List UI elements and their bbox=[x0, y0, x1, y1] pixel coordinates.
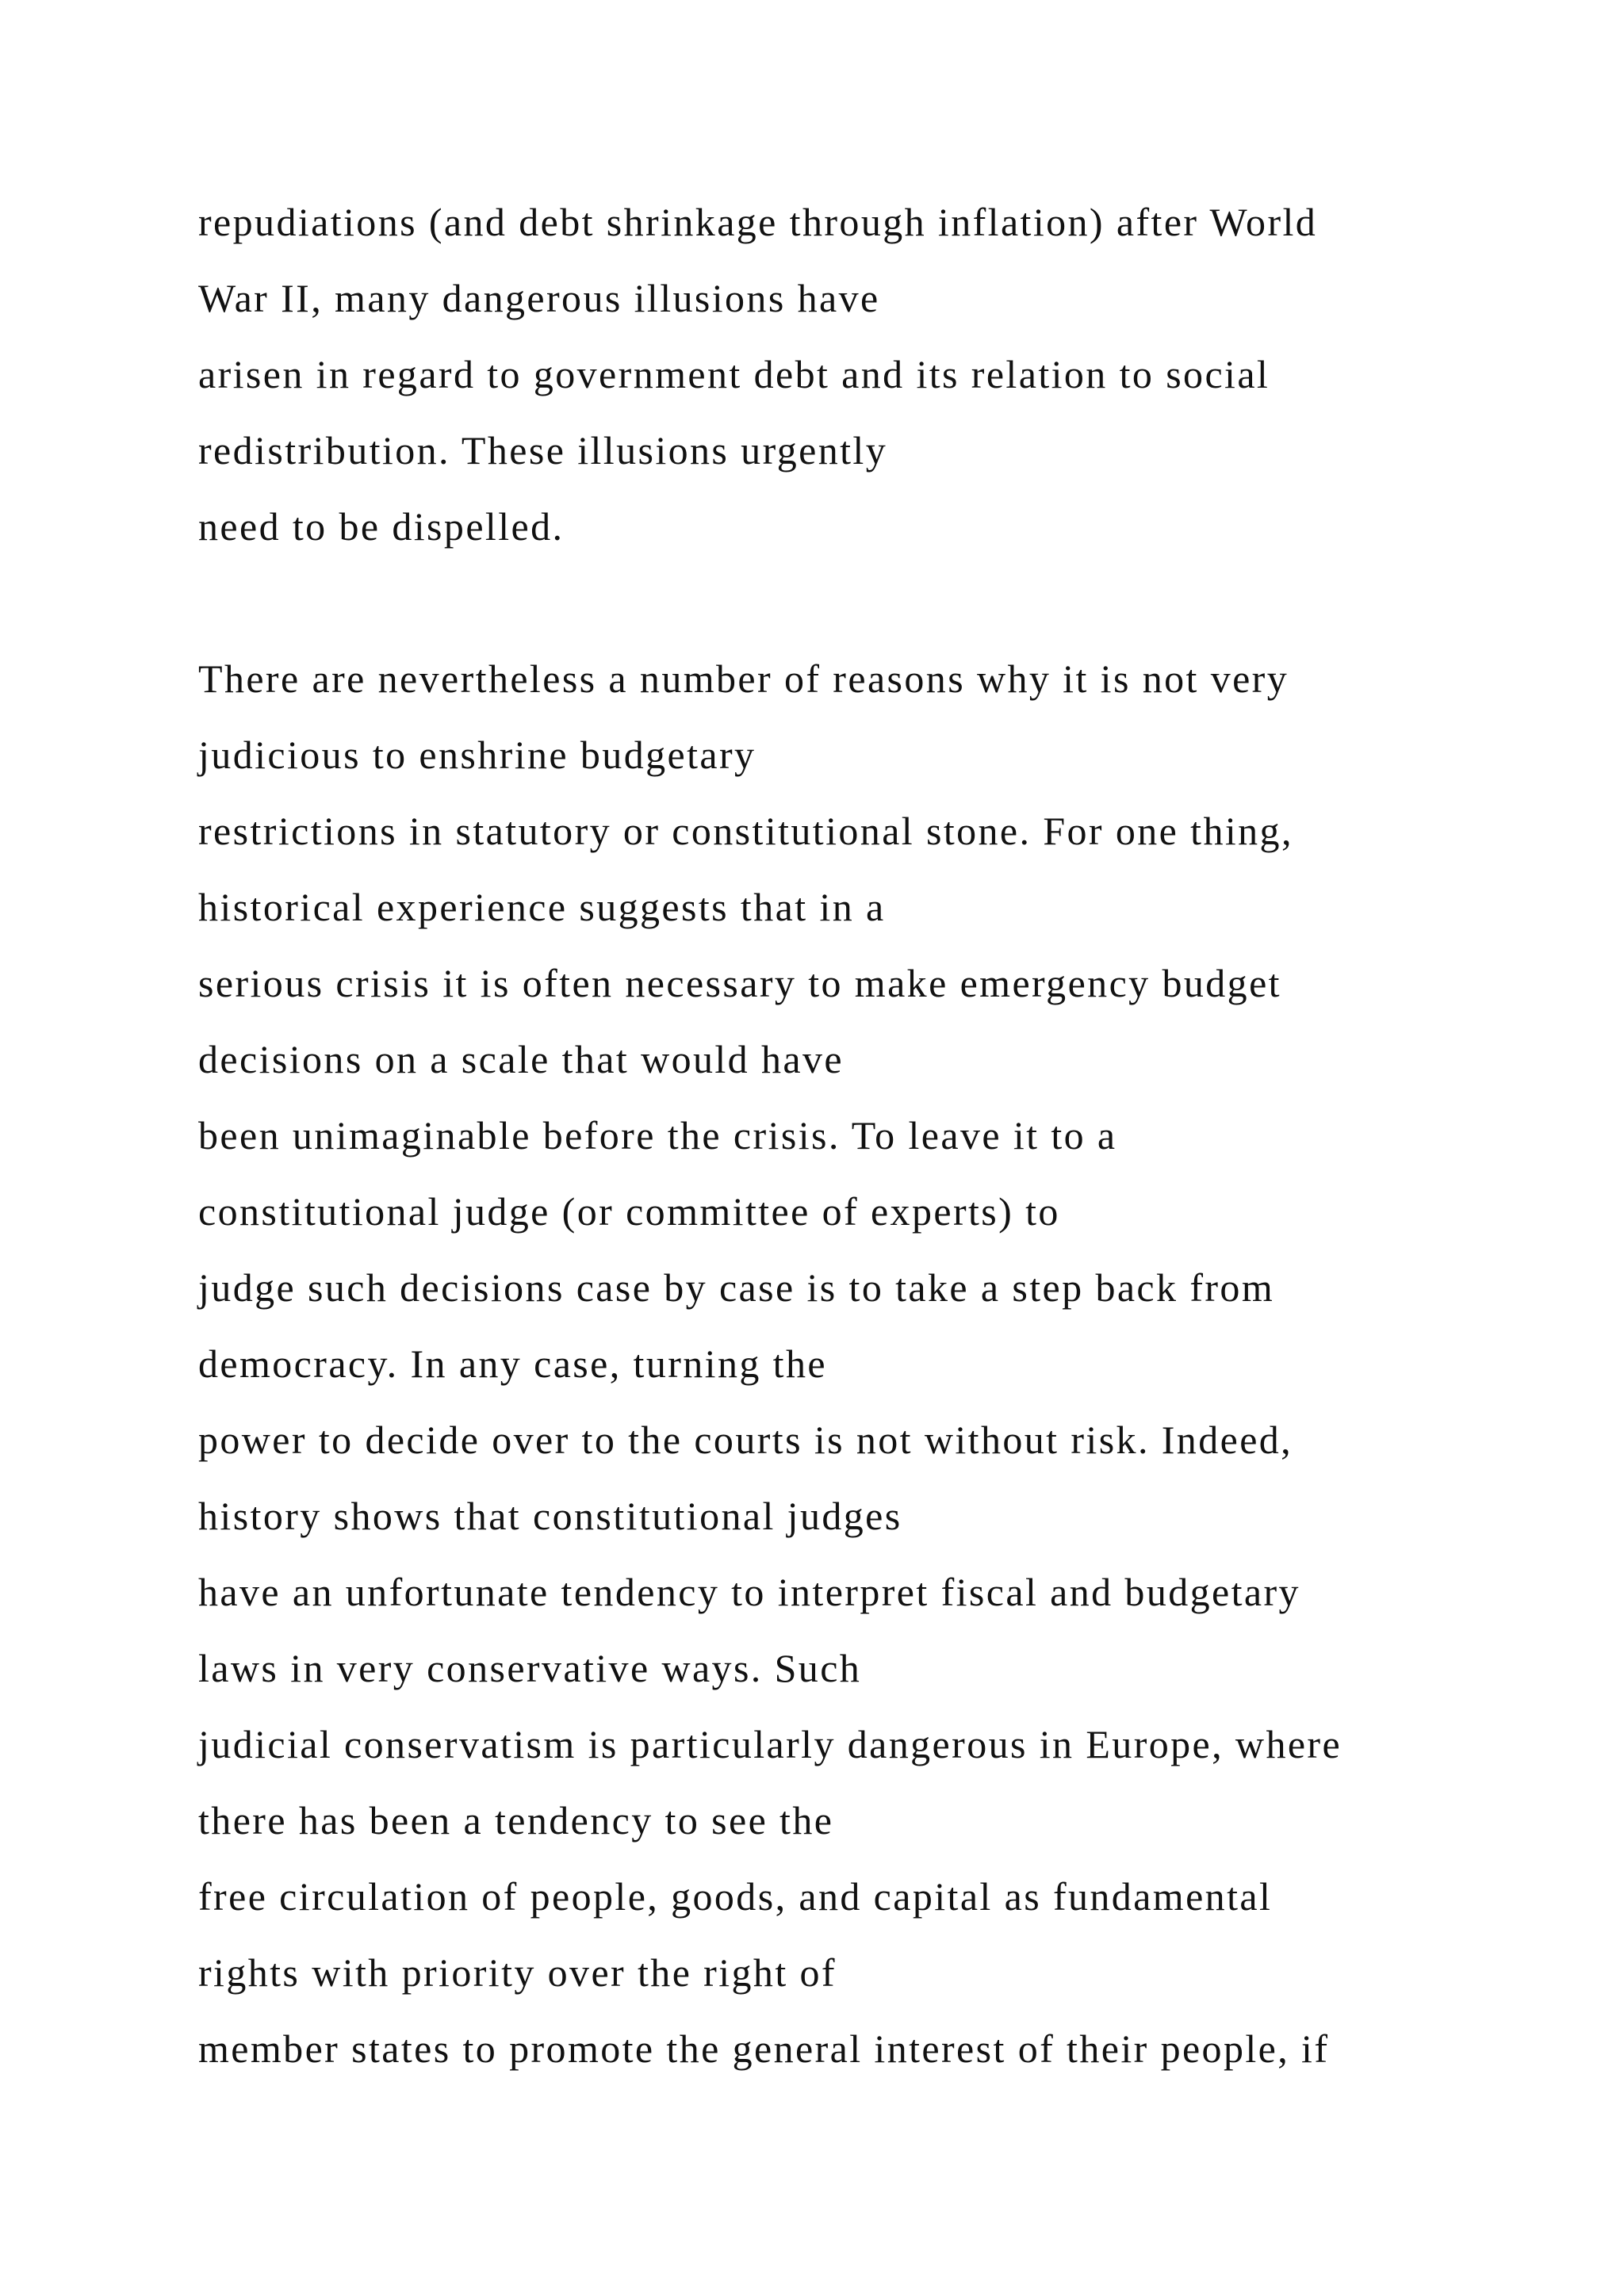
text-line: redistribution. These illusions urgently bbox=[198, 428, 888, 473]
text-line: serious crisis it is often necessary to make emergency budget bbox=[198, 961, 1281, 1005]
text-line: need to be dispelled. bbox=[198, 504, 565, 549]
text-line: free circulation of people, goods, and capital as fundamental bbox=[198, 1874, 1273, 1919]
text-line: constitutional judge (or committee of experts) to bbox=[198, 1189, 1060, 1234]
text-line: laws in very conservative ways. Such bbox=[198, 1646, 862, 1690]
text-line: historical experience suggests that in a bbox=[198, 885, 886, 929]
text-line: democracy. In any case, turning the bbox=[198, 1341, 827, 1386]
text-line: There are nevertheless a number of reasons why it is not very bbox=[198, 656, 1289, 701]
text-line: power to decide over to the courts is not without risk. Indeed, bbox=[198, 1418, 1293, 1462]
text-line: judge such decisions case by case is to take a step back from bbox=[198, 1265, 1275, 1310]
text-line: have an unfortunate tendency to interpret fiscal and budgetary bbox=[198, 1570, 1300, 1614]
text-line: rights with priority over the right of bbox=[198, 1950, 837, 1995]
text-line: arisen in regard to government debt and its relation to social bbox=[198, 352, 1270, 396]
text-line: War II, many dangerous illusions have bbox=[198, 276, 880, 320]
text-line: judicial conservatism is particularly dangerous in Europe, where bbox=[198, 1722, 1342, 1766]
text-line: been unimaginable before the crisis. To leave it to a bbox=[198, 1113, 1117, 1158]
text-line: repudiations (and debt shrinkage through inflation) after World bbox=[198, 200, 1318, 244]
text-line: history shows that constitutional judges bbox=[198, 1494, 902, 1538]
text-line: member states to promote the general interest of their people, if bbox=[198, 2026, 1330, 2071]
text-line: judicious to enshrine budgetary bbox=[198, 733, 756, 777]
text-line: decisions on a scale that would have bbox=[198, 1037, 844, 1081]
text-line: there has been a tendency to see the bbox=[198, 1798, 834, 1843]
text-line: restrictions in statutory or constitutional stone. For one thing, bbox=[198, 809, 1293, 853]
